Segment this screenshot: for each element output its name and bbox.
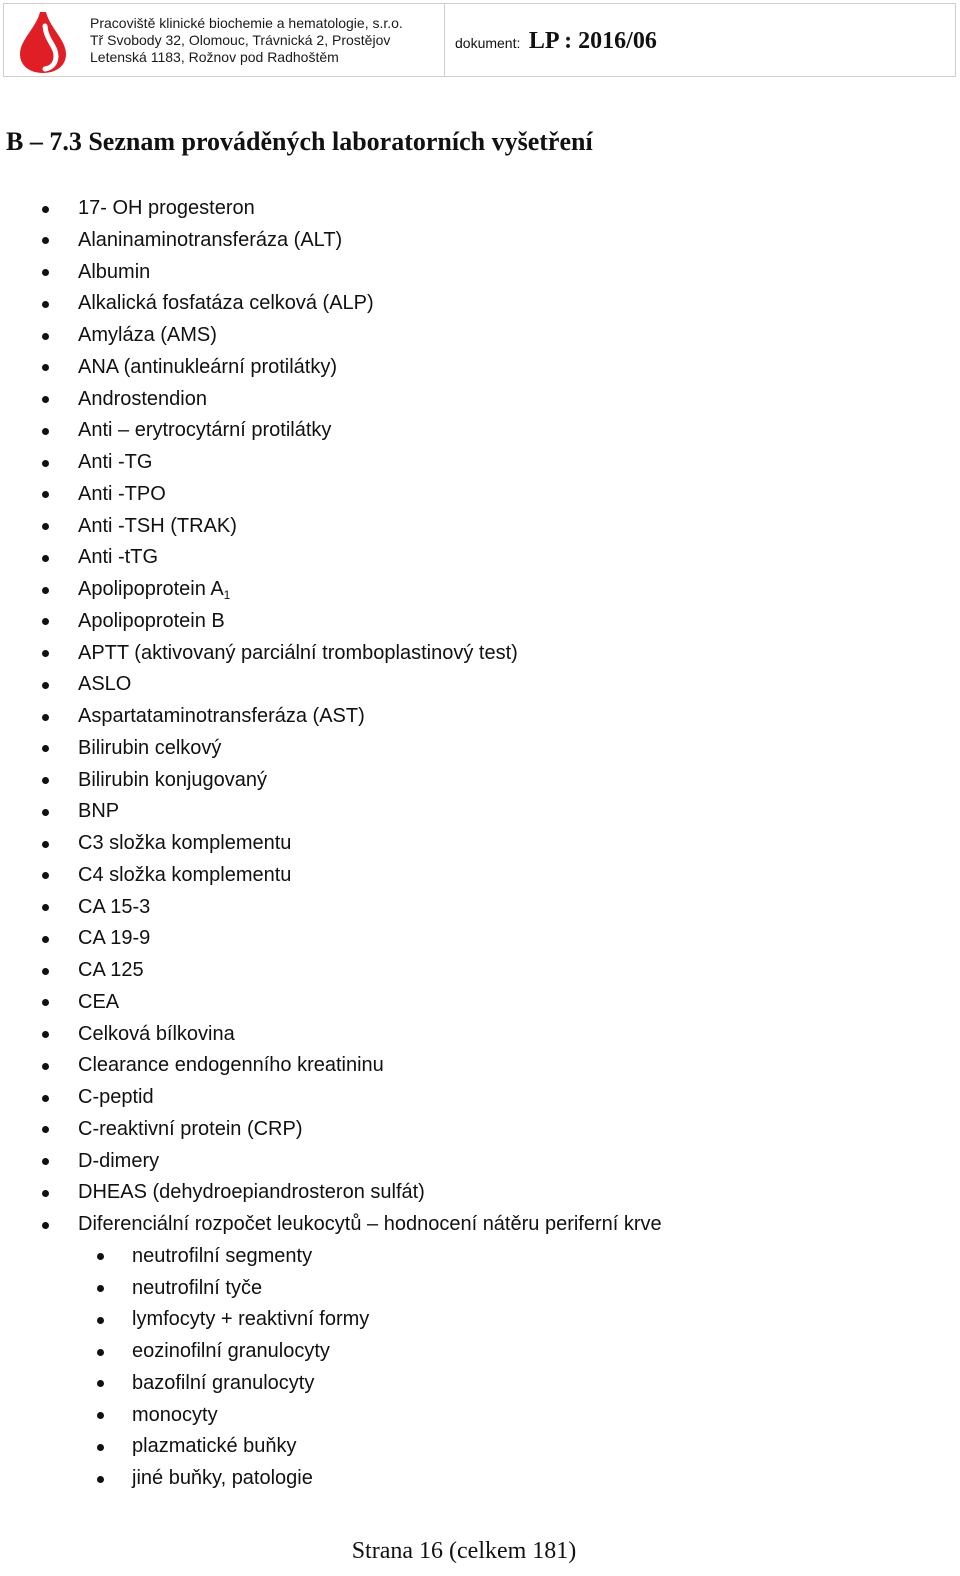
bullet-icon	[42, 206, 49, 213]
item-label: CEA	[78, 990, 120, 1013]
list-item	[0, 193, 662, 225]
bullet-icon	[42, 682, 49, 689]
item-label: Amyláza (AMS)	[78, 324, 217, 346]
item-label: C-peptid	[78, 1086, 154, 1108]
item-label: Celková bílkovina	[78, 1022, 235, 1045]
list-item	[0, 352, 662, 384]
bullet-icon	[97, 1444, 104, 1451]
list-item	[0, 669, 662, 701]
bullet-icon	[42, 872, 49, 879]
document-header	[3, 3, 956, 77]
bullet-icon	[42, 269, 49, 276]
list-item	[0, 701, 662, 733]
bullet-icon	[42, 1126, 49, 1133]
item-label: Albumin	[78, 260, 151, 283]
item-label: C3 složka komplementu	[78, 832, 292, 854]
list-item	[0, 923, 662, 955]
sublist-item	[0, 1241, 662, 1273]
bullet-icon	[97, 1349, 104, 1356]
bullet-icon	[42, 460, 49, 467]
list-item	[0, 320, 662, 352]
bullet-icon	[42, 841, 49, 848]
item-label: DHEAS (dehydroepiandrosteron sulfát)	[78, 1181, 425, 1204]
item-label: Anti – erytrocytární protilátky	[78, 419, 332, 442]
bullet-icon	[42, 555, 49, 562]
bullet-icon	[42, 237, 49, 244]
list-item	[0, 384, 662, 416]
bullet-icon	[42, 1222, 49, 1229]
page-footer: Strana 16 (celkem 181)	[351, 1538, 577, 1564]
list-item	[0, 955, 662, 987]
list-item	[0, 1146, 662, 1178]
examination-list	[0, 193, 662, 1495]
org-address-1: Tř Svobody 32, Olomouc, Trávnická 2, Prostějov	[90, 32, 391, 48]
list-item	[0, 860, 662, 892]
item-label: jiné buňky, patologie	[132, 1467, 313, 1489]
document-reference	[455, 28, 657, 55]
bullet-icon	[42, 1095, 49, 1102]
item-label: Alaninaminotransferáza (ALT)	[78, 228, 343, 251]
bullet-icon	[42, 999, 49, 1006]
list-item	[0, 796, 662, 828]
bullet-icon	[42, 1190, 49, 1197]
item-subscript: 1	[223, 588, 231, 602]
item-label: bazofilní granulocyty	[132, 1371, 315, 1394]
bullet-icon	[42, 333, 49, 340]
item-label: C-reaktivní protein (CRP)	[78, 1117, 303, 1140]
org-name: Pracoviště klinické biochemie a hematologie, s.r.o.	[90, 15, 403, 31]
list-item	[0, 1019, 662, 1051]
bullet-icon	[42, 1063, 49, 1070]
bullet-icon	[42, 745, 49, 752]
section-title: B – 7.3 Seznam prováděných laboratorních vyšetření	[6, 127, 593, 156]
bullet-icon	[42, 618, 49, 625]
item-label: Anti -TPO	[78, 482, 166, 505]
bullet-icon	[97, 1253, 104, 1260]
sublist-item	[0, 1336, 662, 1368]
item-label: BNP	[78, 800, 120, 823]
item-label: eozinofilní granulocyty	[132, 1340, 330, 1362]
list-item	[0, 574, 662, 606]
sublist-item	[0, 1431, 662, 1463]
item-label: CA 19-9	[78, 927, 151, 950]
list-item	[0, 288, 662, 320]
bullet-icon	[42, 714, 49, 721]
sublist-item	[0, 1304, 662, 1336]
list-item	[0, 1050, 662, 1082]
blood-drop-icon	[18, 10, 68, 74]
item-label: Apolipoprotein B	[78, 609, 225, 632]
item-label: Diferenciální rozpočet leukocytů – hodnocení nátěru periferní krve	[78, 1213, 662, 1235]
bullet-icon	[42, 523, 49, 530]
item-label: Bilirubin celkový	[78, 736, 222, 759]
bullet-icon	[42, 587, 49, 594]
item-label: Anti -TG	[78, 451, 153, 473]
item-label: lymfocyty + reaktivní formy	[132, 1308, 370, 1331]
list-item	[0, 225, 662, 257]
sublist-item	[0, 1463, 662, 1495]
bullet-icon	[42, 650, 49, 657]
list-item	[0, 987, 662, 1019]
bullet-icon	[42, 491, 49, 498]
bullet-icon	[42, 1031, 49, 1038]
item-label: neutrofilní tyče	[132, 1276, 263, 1299]
item-label: plazmatické buňky	[132, 1435, 297, 1458]
org-address-2: Letenská 1183, Rožnov pod Radhoštěm	[90, 49, 339, 65]
list-item	[0, 1082, 662, 1114]
item-label: Anti -tTG	[78, 546, 159, 569]
list-item	[0, 1177, 662, 1209]
list-item	[0, 447, 662, 479]
list-item	[0, 257, 662, 289]
list-item	[0, 765, 662, 797]
header-divider	[444, 4, 445, 76]
bullet-icon	[97, 1412, 104, 1419]
item-label: neutrofilní segmenty	[132, 1244, 313, 1267]
bullet-icon	[97, 1476, 104, 1483]
list-item	[0, 479, 662, 511]
item-label: ANA (antinukleární protilátky)	[78, 355, 338, 378]
list-item	[0, 606, 662, 638]
bullet-icon	[42, 1158, 49, 1165]
item-label: Bilirubin konjugovaný	[78, 768, 268, 791]
bullet-icon	[42, 777, 49, 784]
item-label: monocyty	[132, 1403, 218, 1426]
sublist-item	[0, 1273, 662, 1305]
item-label: Androstendion	[78, 387, 207, 410]
bullet-icon	[42, 396, 49, 403]
list-item	[0, 415, 662, 447]
item-label: Anti -TSH (TRAK)	[78, 514, 237, 537]
sublist-item	[0, 1400, 662, 1432]
bullet-icon	[42, 364, 49, 371]
item-label: C4 složka komplementu	[78, 863, 292, 886]
document-label: dokument:	[455, 35, 521, 51]
sublist-item	[0, 1368, 662, 1400]
item-label: Alkalická fosfatáza celková (ALP)	[78, 292, 374, 315]
item-label: Aspartataminotransferáza (AST)	[78, 705, 365, 727]
item-label: 17- OH progesteron	[78, 197, 255, 219]
bullet-icon	[42, 428, 49, 435]
list-item	[0, 542, 662, 574]
list-item	[0, 733, 662, 765]
bullet-icon	[97, 1317, 104, 1324]
list-item	[0, 638, 662, 670]
list-item	[0, 892, 662, 924]
list-item	[0, 1209, 662, 1241]
item-label: Apolipoprotein A	[78, 578, 224, 600]
document-code: LP : 2016/06	[528, 28, 657, 54]
item-label: APTT (aktivovaný parciální tromboplastinový test)	[78, 641, 518, 664]
bullet-icon	[42, 904, 49, 911]
bullet-icon	[42, 936, 49, 943]
list-item	[0, 828, 662, 860]
item-label: Clearance endogenního kreatininu	[78, 1054, 384, 1077]
bullet-icon	[97, 1285, 104, 1292]
item-label: ASLO	[78, 673, 132, 696]
item-label: CA 125	[78, 959, 144, 981]
organization-info	[90, 15, 403, 66]
item-label: CA 15-3	[78, 895, 151, 918]
bullet-icon	[42, 968, 49, 975]
item-label: D-dimery	[78, 1149, 160, 1172]
list-item	[0, 1114, 662, 1146]
bullet-icon	[42, 809, 49, 816]
bullet-icon	[97, 1380, 104, 1387]
bullet-icon	[42, 301, 49, 308]
list-item	[0, 511, 662, 543]
